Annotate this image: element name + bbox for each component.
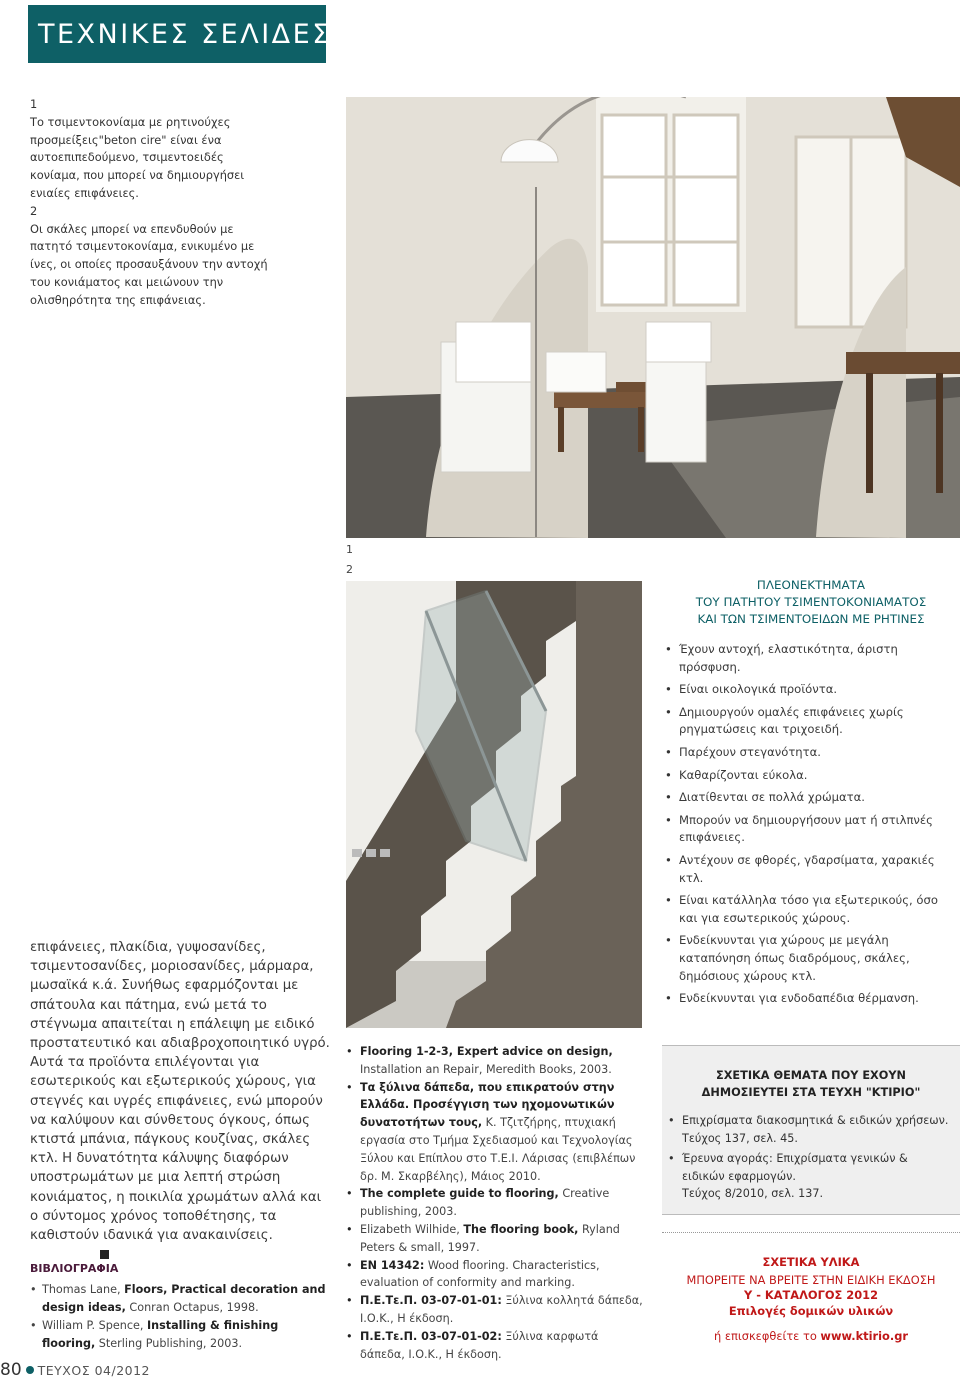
bibliography-heading: ΒΙΒΛΙΟΓΡΑΦΙΑ	[30, 1262, 119, 1275]
catalogue-name: Υ - ΚΑΤΑΛΟΓΟΣ 2012	[743, 1288, 879, 1302]
bibliography-item: • Τα ξύλινα δάπεδα, που επικρατούν στην Ελλάδα. Προσέγγιση των ηχομονωτικών δυνατοτήτων τους, Κ. Τζιτζήρης, πτυχιακή εργασία στο Τμήμα Σχεδιασμού και Τεχνολογίας Ξύλου και Επίπλου στο Τ.Ε.Ι. Λάρισας (επιβλέπων δρ. Μ. Σκαρβέλης), Μάιος 2010.	[346, 1079, 644, 1186]
related-materials-line-1: ΜΠΟΡΕΙΤΕ ΝΑ ΒΡΕΙΤΕ ΣΤΗΝ ΕΙΔΙΚΗ ΕΚΔΟΣΗ	[686, 1272, 936, 1287]
advantages-heading-line-2: ΤΟΥ ΠΑΤΗΤΟΥ ΤΣΙΜΕΝΤΟΚΟΝΙΑΜΑΤΟΣ	[695, 595, 927, 609]
caption-text-2: Οι σκάλες μπορεί να επενδυθούν με πατητό τσιμεντοκονίαμα, ενικυμένο με ίνες, οι οποίες προσαυξάνουν την αντοχή του κονιάματος και μειώνουν την ολισθηρότητα της επιφάνειας.	[30, 221, 268, 307]
bibliography-list	[30, 1281, 332, 1353]
caption-number-1: 1	[30, 97, 38, 111]
bibliography-list-continued	[346, 1043, 644, 1363]
related-topics-list	[668, 1112, 953, 1206]
advantage-item: • Αντέχουν σε φθορές, γδαρσίματα, χαρακιές κτλ.	[665, 852, 960, 887]
staircase-illustration	[346, 581, 642, 1028]
bibliography-item: • William P. Spence, Installing & finishing flooring, Sterling Publishing, 2003.	[30, 1317, 332, 1352]
article-body	[30, 938, 332, 1264]
photo-caption	[30, 96, 275, 310]
advantage-item: • Καθαρίζονται εύκολα.	[665, 767, 960, 785]
advantage-item: • Είναι κατάλληλα τόσο για εξωτερικούς, όσο και για εσωτερικούς χώρους.	[665, 892, 960, 927]
related-materials-title: ΣΧΕΤΙΚΑ ΥΛΙΚΑ	[762, 1255, 860, 1269]
photo-staircase	[346, 581, 642, 1028]
bibliography-item: • Flooring 1-2-3, Expert advice on design, Installation an Repair, Meredith Books, 2003.	[346, 1043, 644, 1079]
interior-illustration	[346, 97, 960, 538]
section-header-bar	[28, 5, 332, 63]
issue-label: ΤΕΥΧΟΣ 04/2012	[37, 1363, 151, 1378]
photo-label-2: 2	[346, 563, 353, 576]
bibliography-item: • Elizabeth Wilhide, The flooring book, Ryland Peters & small, 1997.	[346, 1221, 644, 1257]
bibliography-item: • Π.Ε.Τε.Π. 03-07-01-02: Ξύλινα καρφωτά δάπεδα, Ι.Ο.Κ., Η έκδοση.	[346, 1328, 644, 1364]
end-of-article-square-icon	[100, 1250, 109, 1259]
page-number: 80	[0, 1360, 22, 1380]
related-topic-item: • Έρευνα αγοράς: Επιχρίσματα γενικών & ειδικών εφαρμογών. Τεύχος 8/2010, σελ. 137.	[668, 1150, 953, 1203]
website-link[interactable]: www.ktirio.gr	[820, 1329, 908, 1343]
bullet-dot-icon	[26, 1366, 34, 1374]
advantage-item: • Είναι οικολογικά προϊόντα.	[665, 681, 960, 699]
advantage-item: • Μπορούν να δημιουργήσουν ματ ή στιλπνές επιφάνειες.	[665, 812, 960, 847]
advantages-heading-line-3: ΚΑΙ ΤΩΝ ΤΣΙΜΕΝΤΟΕΙΔΩΝ ΜΕ ΡΗΤΙΝΕΣ	[697, 612, 925, 626]
advantage-item: • Δημιουργούν ομαλές επιφάνειες χωρίς ρηγματώσεις και τριχοειδή.	[665, 704, 960, 739]
advantages-heading	[662, 577, 960, 628]
page-footer	[0, 1360, 150, 1380]
related-topics-box	[662, 1045, 960, 1215]
photo-interior-room	[346, 97, 960, 538]
related-topics-heading: ΣΧΕΤΙΚΑ ΘΕΜΑΤΑ ΠΟΥ ΕΧΟΥΝ ΔΗΜΟΣΙΕΥΤΕΙ ΣΤΑ ΤΕΥΧΗ "ΚΤΙΡΙΟ"	[701, 1069, 921, 1099]
bibliography-item: • Π.Ε.Τε.Π. 03-07-01-01: Ξύλινα κολλητά δάπεδα, Ι.Ο.Κ., Η έκδοση.	[346, 1292, 644, 1328]
visit-website-line: ή επισκεφθείτε το www.ktirio.gr	[714, 1329, 908, 1343]
advantages-list	[665, 641, 960, 1013]
related-topic-item: • Επιχρίσματα διακοσμητικά & ειδικών χρήσεων. Τεύχος 137, σελ. 45.	[668, 1112, 953, 1147]
advantage-item: • Ενδείκνυνται για ενδοδαπέδια θέρμανση.	[665, 990, 960, 1008]
advantages-heading-line-1: ΠΛΕΟΝΕΚΤΗΜΑΤΑ	[756, 578, 866, 592]
section-title: ΤΕΧΝΙΚΕΣ ΣΕΛΙΔΕΣ	[38, 19, 332, 50]
advantage-item: • Ενδείκνυνται για χώρους με μεγάλη καταπόνηση όπως διαδρόμους, σκάλες, δημόσιους χώρους κτλ.	[665, 932, 960, 985]
advantage-item: • Παρέχουν στεγανότητα.	[665, 744, 960, 762]
catalogue-subtitle: Επιλογές δομικών υλικών	[728, 1303, 894, 1318]
related-materials-box	[662, 1232, 960, 1352]
caption-number-2: 2	[30, 203, 38, 218]
advantage-item: • Έχουν αντοχή, ελαστικότητα, άριστη πρόσφυση.	[665, 641, 960, 676]
photo-label-1: 1	[346, 543, 353, 556]
bibliography-item: • EN 14342: Wood flooring. Characteristics, evaluation of conformity and marking.	[346, 1257, 644, 1293]
bibliography-item: • Thomas Lane, Floors, Practical decoration and design ideas, Conran Octapus, 1998.	[30, 1281, 332, 1316]
caption-text-1: Το τσιμεντοκονίαμα με ρητινούχες προσμείξεις"beton cire" είναι ένα αυτοεπιπεδούμενο, τσιμεντοειδές κονίαμα, που μπορεί να δημιουργήσει ενιαίες επιφάνειες.	[30, 114, 245, 200]
advantage-item: • Διατίθενται σε πολλά χρώματα.	[665, 789, 960, 807]
bibliography-item: • The complete guide to flooring, Creative publishing, 2003.	[346, 1185, 644, 1221]
article-paragraph: επιφάνειες, πλακίδια, γυψοσανίδες, τσιμεντοσανίδες, μοριοσανίδες, μάρμαρα, μωσαϊκά κ.ά. Συνήθως εφαρμόζονται με σπάτουλα και πάτημα, ενώ μετά το στέγνωμα απαιτείται η επάλειψη με ειδικό προστατευτικό και αδιαβροχοποιητικό υγρό. Αυτά τα προϊόντα επιλέγονται για εσωτερικούς και εξωτερικούς χώρους, για στεγνές και υγρές επιφάνειες, ενώ μπορούν να καλύψουν και σύνθετους όγκους, όπως κτιστά μπάνια, πάγκους κουζίνας, σκάλες κτλ. Η δυνατότητα κάλυψης διαφόρων υποστρωμάτων με μια λεπτή στρώση κονιάματος, η ποικιλία χρωμάτων αλλά και ο σύντομος χρόνος τοποθέτησης, τα καθιστούν ιδανικά για ανακαινίσεις.	[30, 940, 330, 1244]
